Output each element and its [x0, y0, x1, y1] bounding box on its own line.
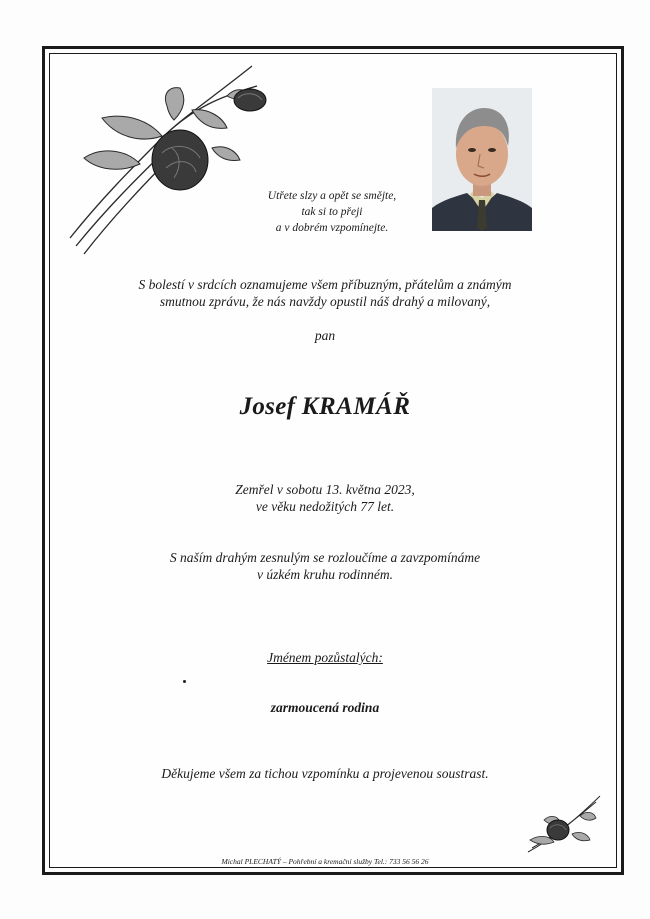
announcement-line-2: smutnou zprávu, že nás navždy opustil náš drahý a milovaný, [159, 294, 491, 309]
farewell-line-1: S naším drahým zesnulým se rozloučíme a zavzpomínáme [169, 550, 481, 565]
deceased-name [0, 393, 650, 421]
announcement-line-1: S bolestí v srdcích oznamujeme všem příbuzným, přátelům a známým [138, 277, 512, 292]
portrait-photo [432, 88, 532, 231]
quote-line-2: tak si to přeji [301, 206, 363, 218]
funeral-service-footer: Michal PLECHATÝ – Pohřební a kremační služby Tel.: 733 56 56 26 [221, 857, 429, 866]
farewell-line-2: v úzkém kruhu rodinném. [257, 567, 393, 582]
on-behalf-label: Jménem pozůstalých: [267, 650, 383, 665]
quote-line-3: a v dobrém vzpomínejte. [275, 222, 389, 234]
small-rose-icon [520, 790, 605, 858]
death-line-1: Zemřel v sobotu 13. května 2023, [235, 482, 415, 497]
thanks-line: Děkujeme všem za tichou vzpomínku a projevenou soustrast. [161, 766, 489, 781]
quote-line-1: Utřete slzy a opět se smějte, [267, 190, 397, 202]
stray-dot [183, 680, 186, 683]
death-line-2: ve věku nedožitých 77 let. [255, 499, 395, 514]
family-signature: zarmoucená rodina [270, 700, 380, 715]
first-name: Josef [239, 393, 296, 420]
surname: KRAMÁŘ [301, 393, 411, 420]
salutation: pan [314, 328, 336, 343]
rose-decoration-icon [62, 58, 277, 268]
